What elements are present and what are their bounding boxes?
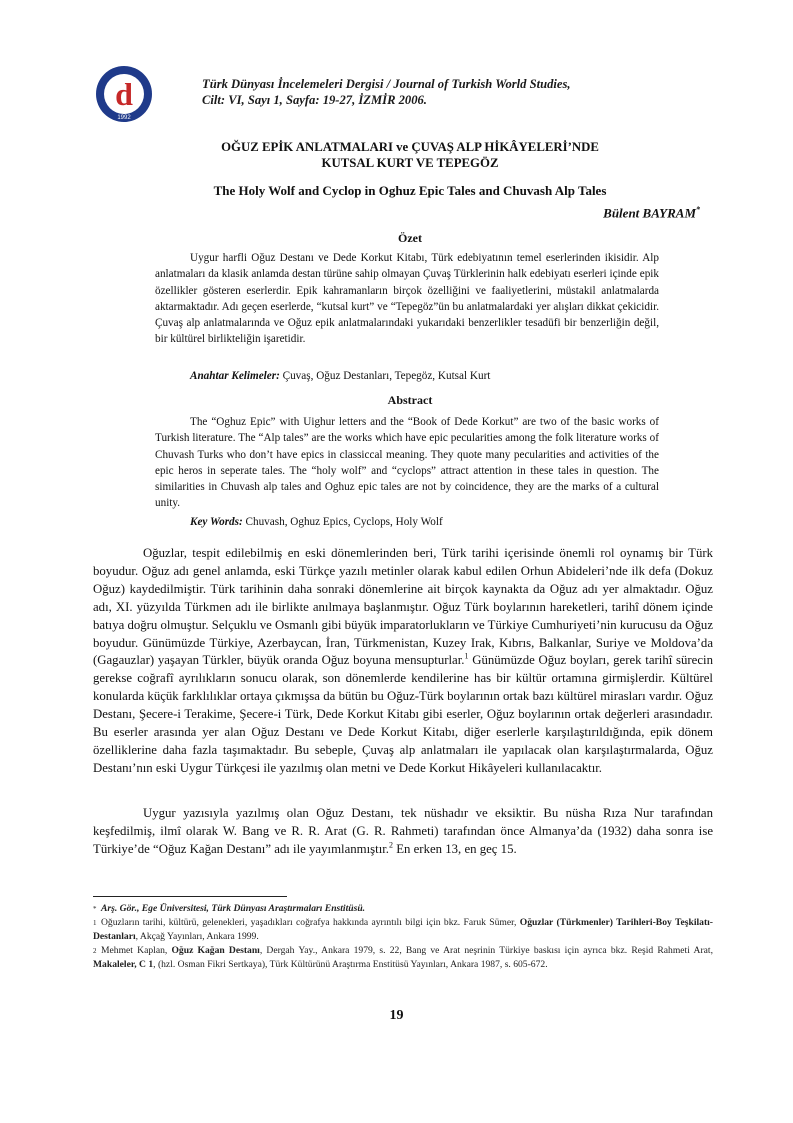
body-p1-part-a: Oğuzlar, tespit edilebilmiş en eski dönemlerinden beri, Türk tarihi içerisinde önemli rol oynamış bir Türk boyudur. Oğuz adı genel anlamda, eski Türkçe yazılı metinler olarak kabul edilen Orhun Abideleri’nde ilk defa (Dokuz Oğuz) kaydedilmiştir. Türk tarihinin daha sonraki dönemlerine ait birçok kaynakta da Oğuz adı yer almaktadır. Oğuz adı, XI. yüzyılda Türkmen adı ile birlikte anılmaya başlanmıştır. Oğuz Türk boylarının hareketleri, tarihî dönem içinde batıya doğru olmuştur. Selçuklu ve Osmanlı gibi büyük imparatorlukların ve Türkiye Cumhuriyeti’nin kurucusu da Oğuz boyudur. Günümüzde Türkiye, Azerbaycan, İran, Türkmenistan, Kuzey Irak, Kıbrıs, Balkanlar, Suriye ve Moldova’da (Gagauzlar) yaşayan Türkler, büyük oranda Oğuz boyuna mensupturlar. (93, 546, 713, 668)
footnote-2-book-title: Oğuz Kağan Destanı (171, 945, 260, 956)
ozet-keywords-label: Anahtar Kelimeler: (190, 370, 280, 382)
abstract-paragraph: The “Oghuz Epic” with Uighur letters and the “Book of Dede Korkut” are two of the basic works of Turkish literature. The “Alp tales” are the works which have epic pecularities among the folk literature works of Chuvash Turks who don’t have epics in classiccal meaning. They quote many pecularities and activities of the epic heros in seperate tales. The “holy wolf” and “cyclops” attract attention in these tales in question. The similarities in Chuvash alp tales and Oghuz epic tales are not by coincidence, they are the marks of a cultural unity. (155, 416, 659, 510)
author-name (603, 205, 700, 221)
footnote-1-part-a: Oğuzların tarihi, kültürü, gelenekleri, yaşadıkları coğrafya hakkında ayrıntılı bilgi için bkz. Faruk Sümer, (101, 917, 520, 928)
article-title (150, 139, 670, 171)
ozet-keywords (190, 370, 490, 382)
logo-letter: d (115, 76, 133, 112)
title-line-1: OĞUZ EPİK ANLATMALARI ve ÇUVAŞ ALP HİKÂYELERİ’NDE (221, 140, 599, 154)
title-line-2: KUTSAL KURT VE TEPEGÖZ (321, 156, 499, 170)
footnote-ref-2: 2 (389, 840, 394, 850)
ozet-keywords-value: Çuvaş, Oğuz Destanları, Tepegöz, Kutsal Kurt (282, 370, 491, 382)
footnote-2-book-title-2: Makaleler, C 1 (93, 959, 154, 970)
journal-line-1: Türk Dünyası İncelemeleri Dergisi / Journal of Turkish World Studies, (202, 77, 571, 91)
footnote-1-book-title: Oğuzlar (Türkmenler) Tarihleri-Boy Teşkilatı-Destanları (93, 917, 714, 942)
footnote-star (93, 902, 713, 916)
logo-year: 1992 (117, 115, 131, 121)
body-p1-part-b: Günümüzde Oğuz boyları, gerek tarihî sürecin gerekse coğrafî ayrılıkların sonucu olarak, son dönemlerde kendilerine has bir kültür ortamına girmişlerdir. Kültürel konularda küçük farklılıklar ortaya çıkmışsa da bütün bu Oğuz-Türk boylarının ortak bazı kültürel mirasları vardır. Oğuz Destanı, Şecere-i Terakime, Şecere-i Türk, Dede Korkut Kitabı gibi eserler, Oğuz boylarının ortak değerleri arasındadır. Bu eserler arasında yer alan Oğuz Destanı ve Dede Korkut Kitabı, diğer eserlerle karşılaştırıldığında, epik dönem özelliklerine daha fazla taşımaktadır. Bu sebeple, Çuvaş alp anlatmaları ile yapılacak olan karşılaştırmalarda, Oğuz Destanı’nın eski Uygur Türkçesi ile yazılmış olan metni ve Dede Korkut Hikâyeleri kullanılacaktır. (93, 653, 713, 775)
body-p2-part-b: En erken 13, en geç 15. (393, 841, 517, 856)
footnote-2-mark: 2 (93, 947, 97, 955)
author-footnote-mark: * (696, 205, 700, 214)
body-paragraph-2 (93, 805, 713, 859)
ozet-paragraph: Uygur harfli Oğuz Destanı ve Dede Korkut Kitabı, Türk edebiyatının temel eserlerinden ikisidir. Alp anlatmaları da klasik anlamda destan türüne sahip olmayan Çuvaş Türklerinin halk edebiyatı eserleri içinde epik özellikler gösteren eserlerdir. Epik kahramanların birçok özelliğini ve faaliyetlerini, müstakil anlatmalarda aktarmaktadır. Adı geçen eserlerde, “kutsal kurt” ve “Tepegöz”ün bu anlatmalardaki yer alışları dikkat çekicidir. Çuvaş alp anlatmalarında ve Oğuz epik anlatmalarındaki yukarıdaki benzerlikler tesadüfi bir benzerliğin değil, bir kültürel birlikteliğin işaretidir. (155, 252, 659, 346)
journal-line-2: Cilt: VI, Sayı 1, Sayfa: 19-27, İZMİR 2006. (202, 93, 427, 107)
footnote-2-part-a: Mehmet Kaplan, (101, 945, 172, 956)
ozet-heading: Özet (398, 231, 422, 245)
body-paragraph-1 (93, 545, 713, 778)
footnote-2-part-b: , Dergah Yay., Ankara 1979, s. 22, Bang ve Arat neşrinin Türkiye baskısı için ayrıca bkz. Reşid Rahmeti Arat, (259, 945, 713, 956)
journal-logo (95, 65, 153, 123)
author-text: Bülent BAYRAM (603, 205, 696, 221)
body-p2-part-a: Uygur yazısıyla yazılmış olan Oğuz Destanı, tek nüshadır ve eksiktir. Bu nüsha Rıza Nur tarafından keşfedilmiş, ilmî olarak W. Bang ve R. R. Arat (G. R. Rahmeti) tarafından önce Almanya’da (1932) daha sonra ise Türkiye’de “Oğuz Kağan Destanı” adı ile yayımlanmıştır. (93, 806, 713, 856)
footnote-2-part-c: , (hzl. Osman Fikri Sertkaya), Türk Kültürünü Araştırma Enstitüsü Yayınları, Ankara 1987, s. 605-672. (153, 959, 548, 970)
abstract-heading: Abstract (387, 393, 433, 407)
journal-header (202, 76, 571, 108)
page-number: 19 (389, 1008, 404, 1023)
footnote-star-text: Arş. Gör., Ege Üniversitesi, Türk Dünyası Araştırmaları Enstitüsü. (101, 903, 366, 914)
abstract-keywords (190, 516, 443, 528)
footnote-1-part-b: , Akçağ Yayınları, Ankara 1999. (135, 931, 259, 942)
footnote-rule (93, 896, 287, 897)
ozet-text (155, 250, 659, 348)
footnote-star-mark: * (93, 905, 97, 913)
footnote-1 (93, 916, 713, 944)
article-subtitle: The Holy Wolf and Cyclop in Oghuz Epic Tales and Chuvash Alp Tales (213, 183, 607, 198)
abstract-keywords-label: Key Words: (190, 516, 243, 528)
footnote-2 (93, 944, 713, 972)
abstract-text (155, 414, 659, 512)
footnote-ref-1: 1 (464, 652, 469, 662)
footnote-1-mark: 1 (93, 919, 97, 927)
abstract-keywords-value: Chuvash, Oghuz Epics, Cyclops, Holy Wolf (245, 516, 443, 528)
